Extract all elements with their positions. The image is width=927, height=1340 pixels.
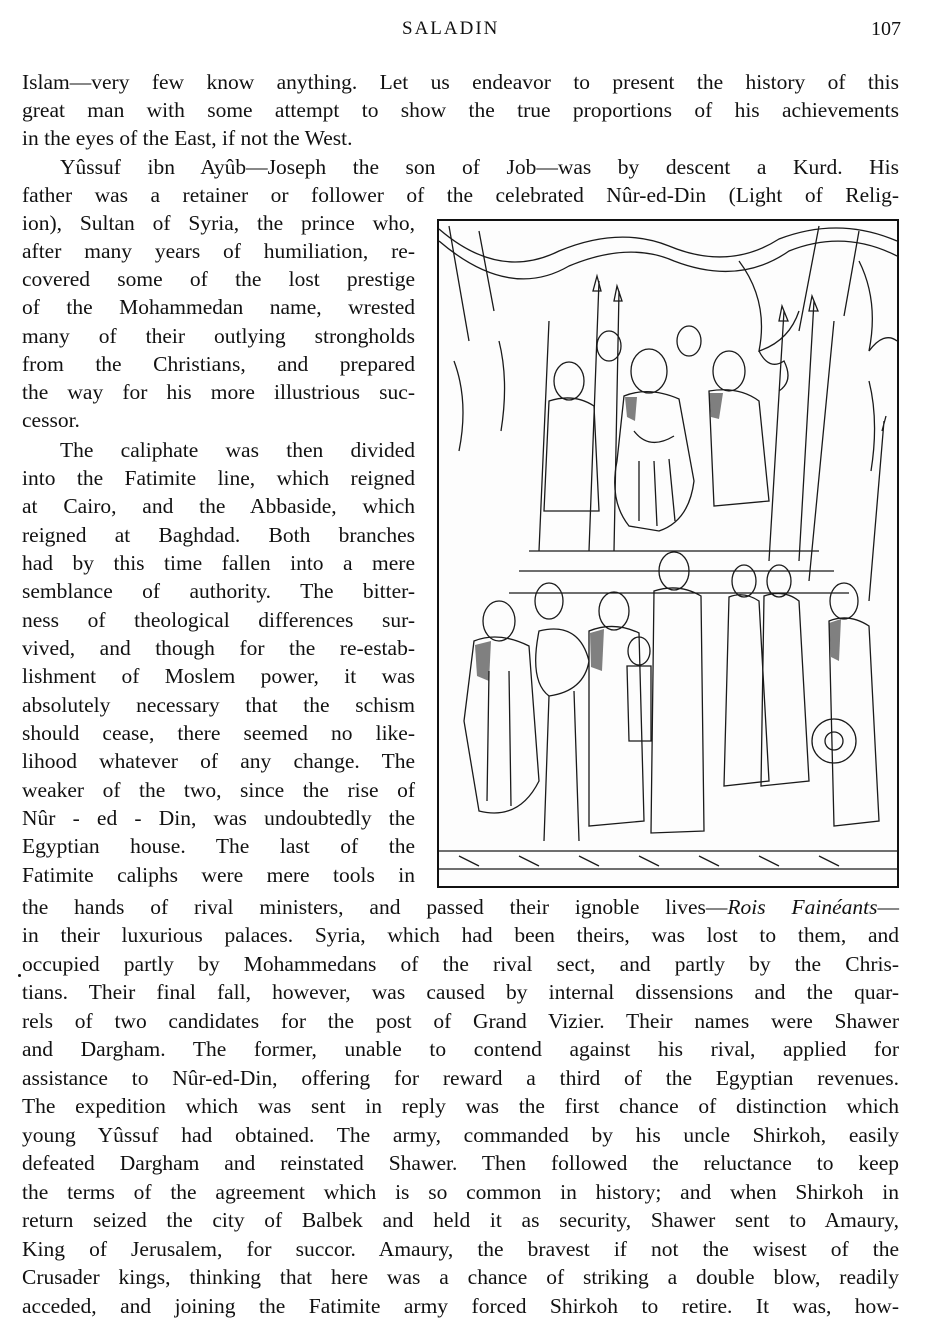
text-line: lishment of Moslem power, it was bbox=[22, 664, 415, 688]
text-line: acceded, and joining the Fatimite army forced Shirkoh to retire. It was, how- bbox=[22, 1294, 899, 1318]
text-line: return seized the city of Balbek and held it as security, Shawer sent to Amaury, bbox=[22, 1208, 899, 1232]
court-scene-illustration bbox=[439, 221, 897, 886]
text-line: after many years of humiliation, re- bbox=[22, 239, 415, 263]
text-line: Fatimite caliphs were mere tools in bbox=[22, 863, 415, 887]
text-line: reigned at Baghdad. Both branches bbox=[22, 523, 415, 547]
text-line: from the Christians, and prepared bbox=[22, 352, 415, 376]
text-line: young Yûssuf had obtained. The army, commanded by his uncle Shirkoh, easily bbox=[22, 1123, 899, 1147]
text-line: assistance to Nûr-ed-Din, offering for reward a third of the Egyptian revenues. bbox=[22, 1066, 899, 1090]
text-line: many of their outlying strongholds bbox=[22, 324, 415, 348]
text-line: father was a retainer or follower of the celebrated Nûr-ed-Din (Light of Relig- bbox=[22, 183, 899, 207]
text-line: weaker of the two, since the rise of bbox=[22, 778, 415, 802]
text-line: Crusader kings, thinking that here was a chance of striking a double blow, readily bbox=[22, 1265, 899, 1289]
text-line: defeated Dargham and reinstated Shawer. Then followed the reluctance to keep bbox=[22, 1151, 899, 1175]
text-line: vived, and though for the re-estab- bbox=[22, 636, 415, 660]
text-line: The expedition which was sent in reply was the first chance of distinction which bbox=[22, 1094, 899, 1118]
text-line: into the Fatimite line, which reigned bbox=[22, 466, 415, 490]
text-line bbox=[22, 893, 899, 921]
text-line: Nûr - ed - Din, was undoubtedly the bbox=[22, 806, 415, 830]
text-line: great man with some attempt to show the true proportions of his achievements bbox=[22, 98, 899, 122]
text-line: ness of theological differences sur- bbox=[22, 608, 415, 632]
text-line: absolutely necessary that the schism bbox=[22, 693, 415, 717]
text-line: in the eyes of the East, if not the West. bbox=[22, 126, 353, 150]
running-title: SALADIN bbox=[402, 18, 500, 39]
paragraph-start-line: The caliphate was then divided bbox=[60, 438, 415, 462]
text-line: the terms of the agreement which is so common in history; and when Shirkoh in bbox=[22, 1180, 899, 1204]
text-line: covered some of the lost prestige bbox=[22, 267, 415, 291]
text-line: King of Jerusalem, for succor. Amaury, the bravest if not the wisest of the bbox=[22, 1237, 899, 1261]
illustration-figure bbox=[437, 219, 899, 888]
text-line: Egyptian house. The last of the bbox=[22, 834, 415, 858]
text-line: at Cairo, and the Abbaside, which bbox=[22, 494, 415, 518]
text-run: — bbox=[877, 895, 900, 919]
print-speck bbox=[18, 974, 21, 977]
text-line: had by this time fallen into a mere bbox=[22, 551, 415, 575]
text-line: of the Mohammedan name, wrested bbox=[22, 295, 415, 319]
text-line: lihood whatever of any change. The bbox=[22, 749, 415, 773]
text-line: rels of two candidates for the post of Grand Vizier. Their names were Shawer bbox=[22, 1009, 899, 1033]
text-line: tians. Their final fall, however, was caused by internal dissensions and the quar- bbox=[22, 980, 899, 1004]
italic-phrase: Rois Fainéants bbox=[727, 895, 878, 919]
text-line: and Dargham. The former, unable to contend against his rival, applied for bbox=[22, 1037, 899, 1061]
text-line: cessor. bbox=[22, 408, 80, 432]
text-line: Islam—very few know anything. Let us endeavor to present the history of this bbox=[22, 70, 899, 94]
text-line: in their luxurious palaces. Syria, which had been theirs, was lost to them, and bbox=[22, 923, 899, 947]
text-line: should cease, there seemed no like- bbox=[22, 721, 415, 745]
paragraph-start-line: Yûssuf ibn Ayûb—Joseph the son of Job—was by descent a Kurd. His bbox=[60, 155, 899, 179]
text-line: the way for his more illustrious suc- bbox=[22, 380, 415, 404]
text-line: occupied partly by Mohammedans of the rival sect, and partly by the Chris- bbox=[22, 952, 899, 976]
text-line: ion), Sultan of Syria, the prince who, bbox=[22, 211, 415, 235]
page-number: 107 bbox=[871, 18, 901, 40]
text-run: the hands of rival ministers, and passed their ignoble lives— bbox=[22, 895, 728, 919]
running-head bbox=[0, 18, 927, 44]
text-line: semblance of authority. The bitter- bbox=[22, 579, 415, 603]
